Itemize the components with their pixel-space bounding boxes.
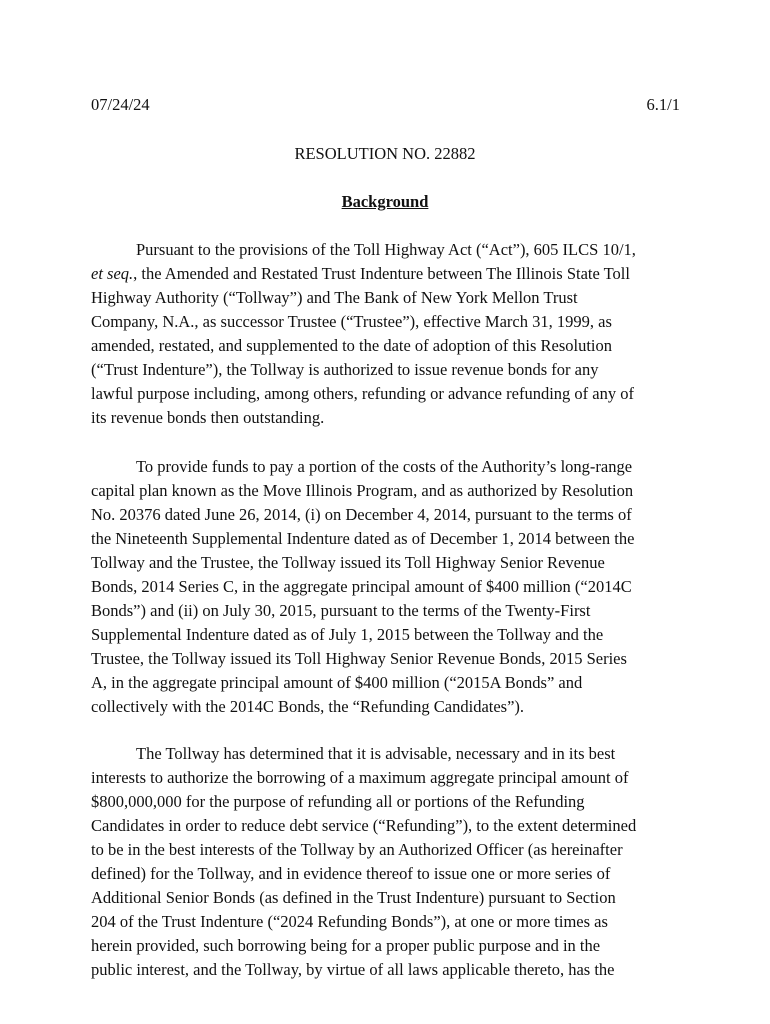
paragraph-line: (“Trust Indenture”), the Tollway is authorized to issue revenue bonds for any	[91, 360, 599, 379]
paragraph-line: Supplemental Indenture dated as of July 1, 2015 between the Tollway and the	[91, 625, 604, 644]
paragraph-line	[91, 262, 681, 286]
paragraph-line: amended, restated, and supplemented to the date of adoption of this Resolution	[91, 336, 612, 355]
paragraph-line: Bonds, 2014 Series C, in the aggregate principal amount of $400 million (“2014C	[91, 577, 632, 596]
paragraph-line: to be in the best interests of the Tollway by an Authorized Officer (as hereinafter	[91, 840, 623, 859]
resolution-title: RESOLUTION NO. 22882	[294, 144, 476, 163]
page-header	[91, 94, 680, 116]
paragraph-line: Bonds”) and (ii) on July 30, 2015, pursuant to the terms of the Twenty-First	[91, 601, 591, 620]
paragraph-line: Company, N.A., as successor Trustee (“Trustee”), effective March 31, 1999, as	[91, 312, 612, 331]
paragraph-line: Trustee, the Tollway issued its Toll Highway Senior Revenue Bonds, 2015 Series	[91, 649, 627, 668]
paragraph-line: its revenue bonds then outstanding.	[91, 408, 325, 427]
paragraph-1	[91, 238, 681, 430]
paragraph-line: To provide funds to pay a portion of the costs of the Authority’s long-range	[136, 457, 633, 476]
paragraph-line: the Nineteenth Supplemental Indenture dated as of December 1, 2014 between the	[91, 529, 635, 548]
paragraph-line: 204 of the Trust Indenture (“2024 Refunding Bonds”), at one or more times as	[91, 912, 608, 931]
agenda-item-number: 6.1/1	[646, 95, 680, 114]
paragraph-2	[91, 455, 681, 719]
paragraph-line: The Tollway has determined that it is advisable, necessary and in its best	[136, 744, 616, 763]
paragraph-line: herein provided, such borrowing being for a proper public purpose and in the	[91, 936, 601, 955]
paragraph-line: Tollway and the Trustee, the Tollway issued its Toll Highway Senior Revenue	[91, 553, 605, 572]
paragraph-line: Additional Senior Bonds (as defined in the Trust Indenture) pursuant to Section	[91, 888, 616, 907]
paragraph-line: Pursuant to the provisions of the Toll Highway Act (“Act”), 605 ILCS 10/1,	[136, 240, 636, 259]
paragraph-line: Candidates in order to reduce debt service (“Refunding”), to the extent determined	[91, 816, 637, 835]
paragraph-line: lawful purpose including, among others, refunding or advance refunding of any of	[91, 384, 634, 403]
paragraph-line: collectively with the 2014C Bonds, the “Refunding Candidates”).	[91, 697, 525, 716]
paragraph-line: capital plan known as the Move Illinois Program, and as authorized by Resolution	[91, 481, 634, 500]
paragraph-line: public interest, and the Tollway, by virtue of all laws applicable thereto, has the	[91, 960, 615, 979]
italic-phrase: et seq.	[91, 264, 134, 283]
paragraph-line: defined) for the Tollway, and in evidence thereof to issue one or more series of	[91, 864, 611, 883]
paragraph-line: interests to authorize the borrowing of a maximum aggregate principal amount of	[91, 768, 629, 787]
document-date: 07/24/24	[91, 95, 150, 114]
paragraph-line: No. 20376 dated June 26, 2014, (i) on December 4, 2014, pursuant to the terms of	[91, 505, 632, 524]
paragraph-line: $800,000,000 for the purpose of refunding all or portions of the Refunding	[91, 792, 585, 811]
paragraph-3	[91, 742, 681, 982]
paragraph-line: Highway Authority (“Tollway”) and The Bank of New York Mellon Trust	[91, 288, 578, 307]
section-heading-background: Background	[341, 192, 429, 211]
paragraph-line-text: , the Amended and Restated Trust Indenture between The Illinois State Toll	[133, 264, 630, 283]
paragraph-line: A, in the aggregate principal amount of $400 million (“2015A Bonds” and	[91, 673, 583, 692]
